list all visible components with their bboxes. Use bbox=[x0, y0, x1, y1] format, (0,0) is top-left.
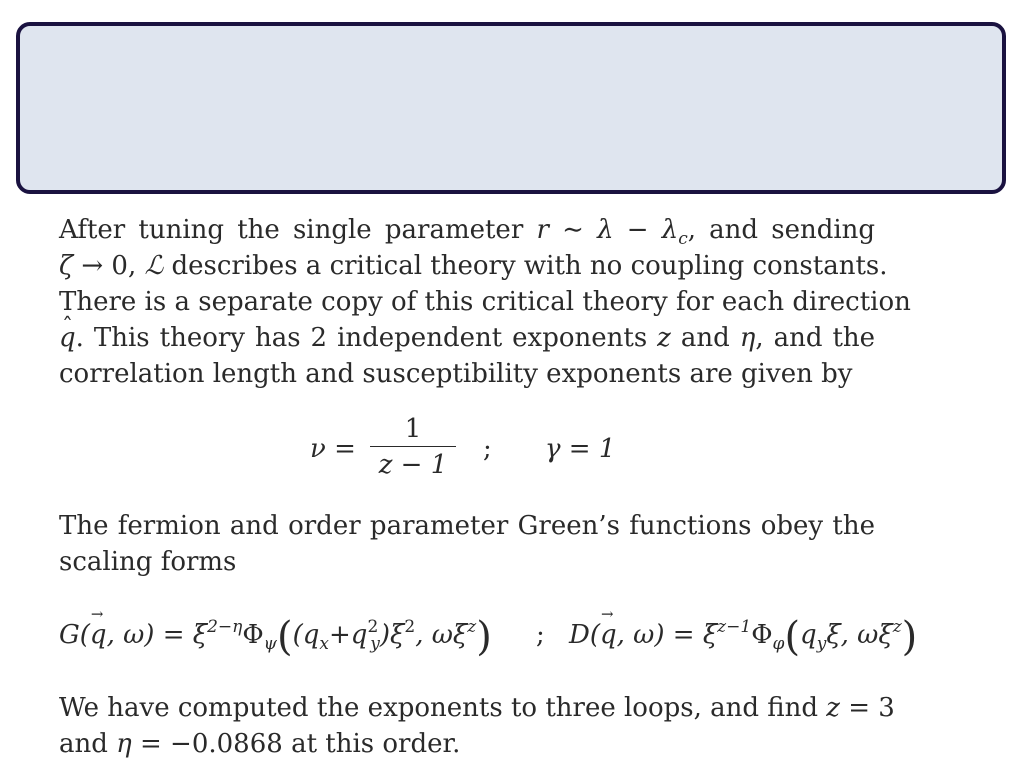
fraction-numerator: 1 bbox=[404, 414, 422, 444]
math-D: D( bbox=[569, 620, 600, 650]
math-psi: ψ bbox=[263, 634, 278, 654]
math-q-hat: ˆ q bbox=[59, 320, 76, 356]
math-y: y bbox=[370, 634, 380, 654]
math-G: G( bbox=[59, 620, 90, 650]
math-Phi: Φ bbox=[751, 620, 773, 650]
math-z: z bbox=[467, 617, 477, 637]
text: describes a critical theory with no coupling constants. bbox=[171, 251, 888, 281]
paragraph-results bbox=[59, 690, 895, 762]
math-r: r bbox=[536, 215, 549, 245]
fraction-denominator: z − 1 bbox=[378, 450, 448, 480]
fraction bbox=[370, 412, 456, 483]
math-zeta: ζ bbox=[59, 251, 74, 281]
line-2: scaling forms bbox=[59, 547, 237, 577]
equation-scaling-forms bbox=[59, 612, 959, 668]
math-x: x bbox=[319, 634, 330, 654]
math-q-vec: → q bbox=[600, 620, 617, 650]
math-gamma: γ = 1 bbox=[545, 434, 616, 464]
math-2: 2 bbox=[367, 617, 379, 637]
math-2: 2 bbox=[404, 617, 416, 637]
text: ξ, ωξ bbox=[826, 620, 893, 650]
line-1 bbox=[59, 690, 895, 726]
text: , and the bbox=[755, 323, 876, 353]
math-minus: − bbox=[626, 215, 649, 245]
text: . This theory has 2 independent exponents bbox=[75, 323, 648, 353]
text: We have computed the exponents to three loops, and find bbox=[59, 693, 819, 723]
fermion-green-function bbox=[59, 614, 492, 660]
math-exponent: z−1 bbox=[717, 617, 752, 637]
text: , ω) = ξ bbox=[106, 620, 208, 650]
math-arrow: → 0, bbox=[81, 251, 137, 281]
math-phi: φ bbox=[772, 634, 785, 654]
math-subscript-c: c bbox=[678, 229, 688, 249]
text: = −0.0868 at this order. bbox=[140, 729, 461, 759]
math-Phi: Φ bbox=[242, 620, 264, 650]
text: , ω) = ξ bbox=[616, 620, 718, 650]
text: (q bbox=[292, 620, 320, 650]
text: = 3 bbox=[848, 693, 895, 723]
paren-right: ) bbox=[901, 614, 918, 660]
separator: ; bbox=[483, 434, 492, 464]
math-z: z bbox=[892, 617, 902, 637]
paragraph-intro bbox=[59, 212, 911, 392]
order-parameter-green-function bbox=[569, 614, 918, 660]
paren-right: ) bbox=[476, 614, 492, 660]
text: and bbox=[59, 729, 108, 759]
math-q: q bbox=[800, 620, 817, 650]
text: +q bbox=[329, 620, 368, 650]
math-q-vec: → q bbox=[90, 620, 107, 650]
math-eta: η bbox=[116, 729, 132, 759]
line-2 bbox=[59, 726, 875, 762]
math-sim: ∼ bbox=[562, 215, 584, 245]
math-z: z bbox=[826, 693, 840, 723]
line-3: There is a separate copy of this critical theory for each direction bbox=[59, 287, 911, 317]
paragraph-greens bbox=[59, 508, 875, 580]
text: and bbox=[680, 323, 730, 353]
equation-exponents bbox=[310, 412, 630, 488]
line-1 bbox=[59, 212, 875, 248]
text: )ξ bbox=[379, 620, 405, 650]
math-y: y bbox=[816, 634, 827, 654]
math-lambda: λ bbox=[597, 215, 614, 245]
text: , and sending bbox=[687, 215, 876, 245]
math-eta: η bbox=[739, 323, 756, 353]
line-4 bbox=[59, 320, 875, 356]
math-lagrangian: ℒ bbox=[144, 251, 164, 281]
separator: ; bbox=[536, 620, 545, 650]
math-lambda-c: λ bbox=[661, 215, 679, 245]
text: After tuning the single parameter bbox=[59, 215, 524, 245]
paren-left: ( bbox=[277, 614, 293, 660]
math-exponent: 2−η bbox=[207, 617, 243, 637]
math-z: z bbox=[657, 323, 671, 353]
line-5: correlation length and susceptibility exponents are given by bbox=[59, 359, 853, 389]
line-2 bbox=[59, 248, 888, 284]
math-nu: ν = bbox=[310, 434, 356, 464]
paren-left: ( bbox=[784, 614, 801, 660]
text: , ωξ bbox=[415, 620, 468, 650]
line-1: The fermion and order parameter Green’s functions obey the bbox=[59, 511, 875, 541]
title-banner bbox=[16, 22, 1006, 194]
